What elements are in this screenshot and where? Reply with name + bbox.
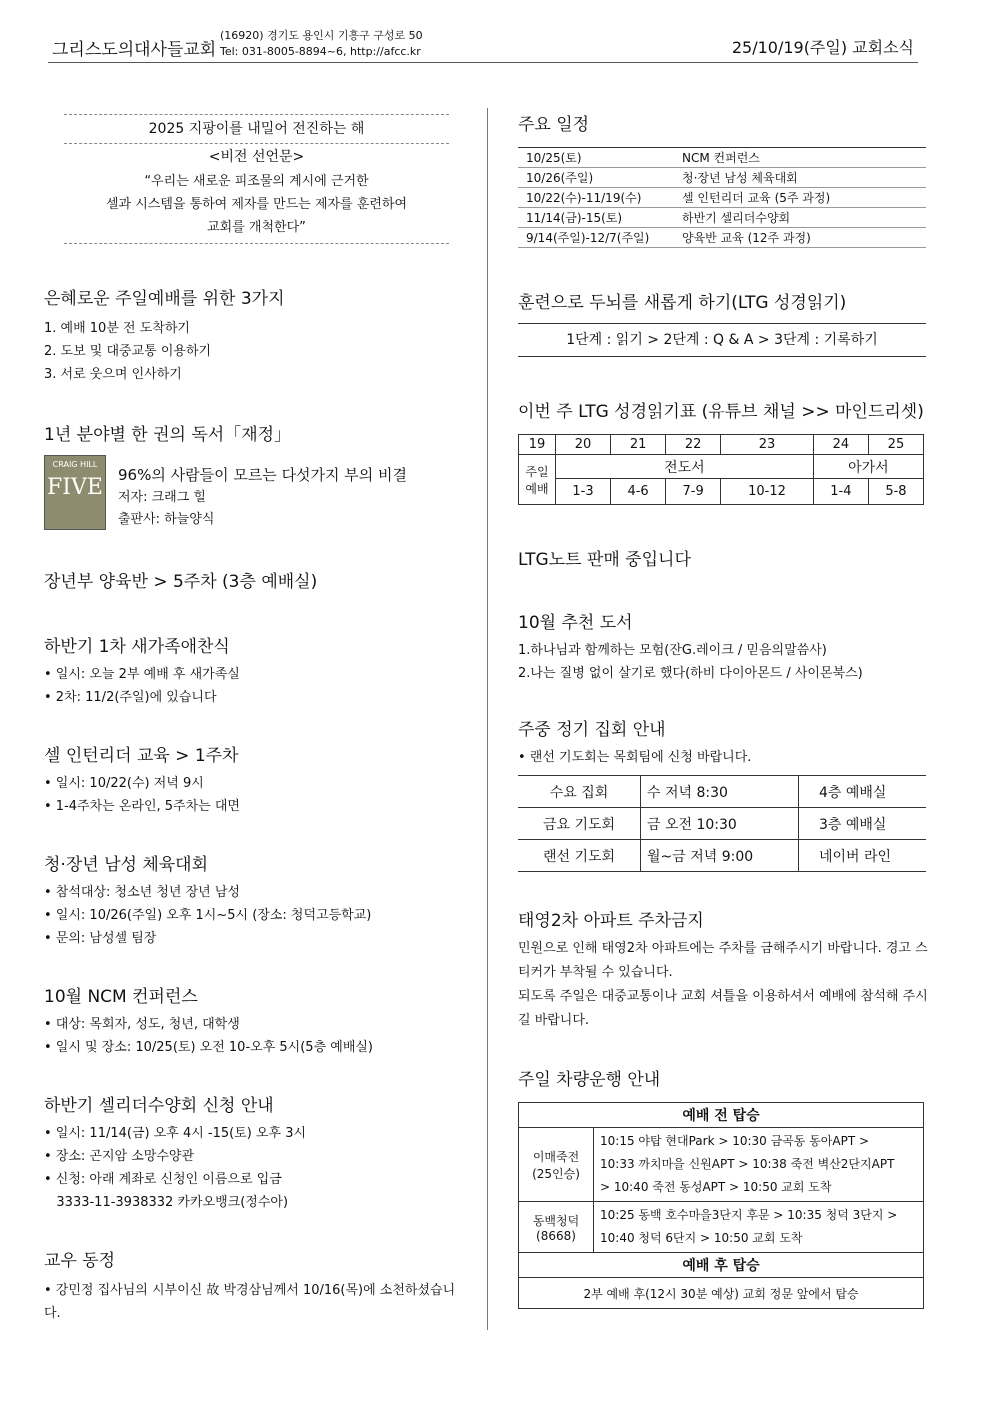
reading-section (44, 420, 469, 531)
table-row (519, 1202, 924, 1253)
section-title: 셀 인턴리더 교육 > 1주차 (44, 746, 239, 766)
news-text: • 강민정 집사님의 시부이신 故 박경삼님께서 10/16(목)에 소천하셨습니다. (44, 1283, 456, 1321)
table-row (518, 188, 926, 208)
list-item: • 대상: 목회자, 성도, 청년, 대학생 (44, 1017, 240, 1032)
section-title: 주요 일정 (518, 115, 590, 135)
table-cell: 금 오전 10:30 (641, 808, 799, 840)
list-item: • 일시: 11/14(금) 오후 4시 -15(토) 오후 3시 (44, 1126, 307, 1141)
table-cell: 청·장년 남성 체육대회 (674, 168, 926, 188)
news-section (44, 1246, 469, 1325)
list-item: • 일시 및 장소: 10/25(토) 오전 10-오후 5시(5층 예배실) (44, 1040, 374, 1055)
book-cover-image (44, 455, 106, 530)
table-cell: 2부 예배 후(12시 30분 예상) 교회 정문 앞에서 탑승 (519, 1278, 924, 1309)
route-line: 10:15 야탑 현대Park > 10:30 금곡동 동아APT > (600, 1134, 870, 1148)
table-row (518, 776, 926, 808)
list-item: 1.하나님과 함께하는 모험(잔G.레이크 / 믿음의말씀사) (518, 643, 827, 658)
sports-section (44, 850, 469, 950)
book-author: 저자: 크래그 힐 (118, 490, 206, 505)
vision-line: “우리는 새로운 피조물의 계시에 근거한 (144, 174, 369, 189)
list-item: • 참석대상: 청소년 청년 장년 남성 (44, 885, 240, 900)
list-item: • 일시: 오늘 2부 예배 후 새가족실 (44, 667, 240, 682)
section-title: 주중 정기 집회 안내 (518, 720, 666, 740)
table-row (519, 1278, 924, 1309)
cover-title: FIVE (47, 475, 103, 500)
table-row (518, 148, 926, 168)
list-item: 2.나는 질병 없이 살기로 했다(하비 다이아몬드 / 사이몬북스) (518, 666, 863, 681)
vision-title: 2025 지팡이를 내밀어 전진하는 해 (64, 117, 449, 144)
table-cell: 예배 후 탑승 (519, 1253, 924, 1278)
retreat-section (44, 1091, 469, 1214)
meetings-note: • 랜선 기도회는 목회팀에 신청 바랍니다. (518, 750, 752, 765)
cellintern-section (44, 741, 469, 818)
table-cell: 10/22(수)-11/19(수) (518, 188, 674, 208)
route-line: 10:40 청덕 6단지 > 10:50 교회 도착 (600, 1231, 803, 1245)
table-cell: 1-3 (556, 479, 611, 505)
table-row (518, 208, 926, 228)
section-title: 청·장년 남성 체육대회 (44, 855, 209, 875)
table-cell: 10/26(주일) (518, 168, 674, 188)
table-cell: NCM 컨퍼런스 (674, 148, 926, 168)
table-cell: 하반기 셀리더수양회 (674, 208, 926, 228)
route-name: 동백청덕 (8668) (519, 1202, 594, 1253)
route-line: 10:33 까치마을 신원APT > 10:38 죽전 벽산2단지APT (600, 1157, 895, 1171)
vision-line: 셀과 시스템을 통하여 제자를 만드는 제자를 훈련하여 (105, 197, 408, 212)
cover-author: CRAIG HILL (52, 460, 98, 469)
bus-section (518, 1065, 928, 1309)
header-divider (48, 62, 918, 63)
list-item: • 신청: 아래 계좌로 신청인 이름으로 입금 (44, 1172, 282, 1187)
schedule-table (518, 147, 926, 248)
bible-section (518, 397, 928, 505)
section-title: 주일 차량운행 안내 (518, 1070, 661, 1090)
table-cell: 25 (868, 435, 923, 455)
book-entry (44, 455, 469, 531)
meetings-table (518, 775, 926, 872)
table-row (518, 168, 926, 188)
list-item: • 일시: 10/22(수) 저녁 9시 (44, 776, 204, 791)
bulletin-date: 25/10/19(주일) 교회소식 (731, 38, 914, 57)
table-cell: 9/14(주일)-12/7(주일) (518, 228, 674, 248)
parking-text: 되도록 주일은 대중교통이나 교회 셔틀을 이용하셔서 예배에 참석해 주시길 바랍니다. (518, 989, 928, 1028)
table-cell: 11/14(금)-15(토) (518, 208, 674, 228)
section-title: 은혜로운 주일예배를 위한 3가지 (44, 289, 285, 309)
address-line: (16920) 경기도 용인시 기흥구 구성로 50 (220, 29, 423, 42)
ltg-steps: 1단계 : 읽기 > 2단계 : Q & A > 3단계 : 기록하기 (518, 323, 926, 357)
bible-reading-table (518, 434, 924, 505)
table-row (518, 228, 926, 248)
column-divider (487, 108, 488, 1330)
table-cell: 월~금 저녁 9:00 (641, 840, 799, 872)
route-stops (594, 1128, 924, 1202)
table-cell: 10-12 (721, 479, 814, 505)
section-title: 10월 NCM 컨퍼런스 (44, 987, 198, 1007)
table-cell: 수요 집회 (518, 776, 641, 808)
table-row (518, 808, 926, 840)
ltgnote-title: LTG노트 판매 중입니다 (518, 550, 691, 570)
table-cell: 양육반 교육 (12주 과정) (674, 228, 926, 248)
table-cell: 4-6 (611, 479, 666, 505)
list-item: 3333-11-3938332 카카오뱅크(정수아) (44, 1195, 289, 1210)
table-cell: 19 (519, 435, 556, 455)
schedule-section (518, 110, 928, 248)
table-row (519, 455, 924, 479)
route-name: 이매죽전 (25인승) (519, 1128, 594, 1202)
worship-section (44, 284, 469, 386)
section-title: 하반기 셀리더수양회 신청 안내 (44, 1096, 274, 1116)
table-cell: 21 (611, 435, 666, 455)
table-cell: 10/25(토) (518, 148, 674, 168)
meetings-section (518, 715, 928, 872)
table-cell: 랜선 기도회 (518, 840, 641, 872)
list-item: • 일시: 10/26(주일) 오후 1시~5시 (장소: 청덕고등학교) (44, 908, 372, 923)
church-name: 그리스도의대사들교회 (52, 40, 217, 60)
table-cell: 네이버 라인 (799, 840, 927, 872)
table-cell: 23 (721, 435, 814, 455)
route-line: > 10:40 죽전 동성APT > 10:50 교회 도착 (600, 1180, 832, 1194)
table-cell: 1-4 (813, 479, 868, 505)
table-cell: 예배 전 탑승 (519, 1103, 924, 1128)
bus-table (518, 1102, 924, 1309)
newfamily-section (44, 632, 469, 709)
list-item: 1. 예배 10분 전 도착하기 (44, 321, 190, 336)
contact-line: Tel: 031-8005-8894~6, http://afcc.kr (220, 45, 421, 58)
list-item: • 문의: 남성셀 팀장 (44, 931, 157, 946)
table-cell: 5-8 (868, 479, 923, 505)
list-item: 2. 도보 및 대중교통 이용하기 (44, 344, 212, 359)
route-stops (594, 1202, 924, 1253)
parking-section (518, 906, 928, 1033)
table-row (519, 1253, 924, 1278)
vision-subtitle: <비전 선언문> (208, 149, 305, 165)
table-row (518, 840, 926, 872)
parking-text: 민원으로 인해 태영2차 아파트에는 주차를 금해주시기 바랍니다. 경고 스티커가 부착될 수 있습니다. (518, 941, 928, 980)
section-title: 훈련으로 두뇌를 새롭게 하기(LTG 성경읽기) (518, 293, 847, 313)
ltg-section (518, 288, 928, 357)
vision-line: 교회를 개척한다” (207, 220, 306, 235)
list-item: • 2차: 11/2(주일)에 있습니다 (44, 690, 217, 705)
list-item: 3. 서로 웃으며 인사하기 (44, 367, 182, 382)
table-row (519, 1103, 924, 1128)
ncm-section (44, 982, 469, 1059)
list-item: • 장소: 곤지암 소망수양관 (44, 1149, 195, 1164)
route-line: 10:25 동백 호수마을3단지 후문 > 10:35 청덕 3단지 > (600, 1208, 898, 1222)
section-title: 1년 분야별 한 권의 독서「재정」 (44, 425, 292, 445)
left-column (44, 110, 469, 1325)
book-title: 96%의 사람들이 모르는 다섯가지 부의 비결 (118, 466, 408, 484)
table-cell: 3층 예배실 (799, 808, 927, 840)
table-row (519, 1128, 924, 1202)
table-cell: 셀 인턴리더 교육 (5주 과정) (674, 188, 926, 208)
section-title: 태영2차 아파트 주차금지 (518, 911, 704, 931)
table-cell: 아가서 (813, 455, 923, 479)
nurture-title: 장년부 양육반 > 5주차 (3층 예배실) (44, 572, 318, 592)
book-publisher: 출판사: 하늘양식 (118, 512, 215, 527)
books-section (518, 608, 928, 685)
table-row (519, 435, 924, 455)
section-title: 하반기 1차 새가족애찬식 (44, 637, 230, 657)
table-cell: 24 (813, 435, 868, 455)
table-row (519, 479, 924, 505)
section-title: 교우 동정 (44, 1251, 116, 1271)
table-cell: 주일 예배 (519, 455, 556, 505)
table-cell: 전도서 (556, 455, 814, 479)
section-title: 이번 주 LTG 성경읽기표 (유튜브 채널 >> 마인드리셋) (518, 402, 924, 422)
right-column (518, 110, 928, 1309)
church-address (220, 28, 423, 60)
list-item: • 1-4주차는 온라인, 5주차는 대면 (44, 799, 240, 814)
table-cell: 금요 기도회 (518, 808, 641, 840)
table-cell: 4층 예배실 (799, 776, 927, 808)
vision-box (64, 114, 449, 244)
table-cell: 수 저녁 8:30 (641, 776, 799, 808)
section-title: 10월 추천 도서 (518, 613, 633, 633)
table-cell: 20 (556, 435, 611, 455)
table-cell: 22 (666, 435, 721, 455)
table-cell: 7-9 (666, 479, 721, 505)
